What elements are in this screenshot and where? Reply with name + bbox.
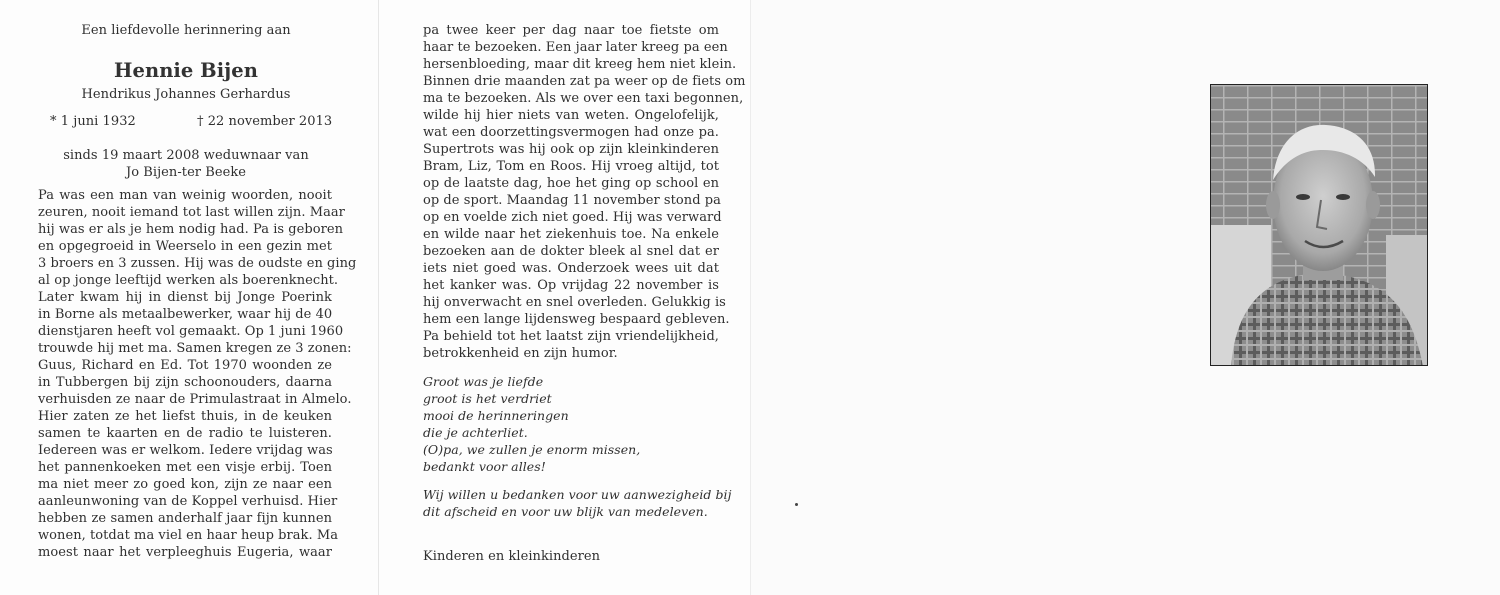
- body-line: betrokkenheid en zijn humor.: [423, 346, 618, 361]
- body-line: moest naar het verpleeghuis Eugeria, waar: [38, 545, 332, 560]
- body-line: en opgegroeid in Weerselo in een gezin met: [38, 239, 332, 254]
- body-line: op de sport. Maandag 11 november stond pa: [423, 193, 721, 208]
- body-line: en wilde naar het ziekenhuis toe. Na enkele: [423, 227, 719, 242]
- body-line: wonen, totdat ma viel en haar heup brak. Ma: [38, 528, 339, 543]
- body-line: haar te bezoeken. Een jaar later kreeg pa een: [423, 40, 728, 55]
- body-line: het kanker was. Op vrijdag 22 november is: [423, 278, 719, 293]
- left-ear: [1266, 191, 1280, 219]
- portrait-photo: [1210, 84, 1428, 366]
- full-given-names: Hendrikus Johannes Gerhardus: [81, 87, 291, 102]
- body-line: hebben ze samen anderhalf jaar fijn kunnen: [38, 511, 332, 526]
- body-line: Binnen drie maanden zat pa weer op de fiets om: [423, 74, 746, 89]
- body-line: samen te kaarten en de radio te luisteren.: [38, 426, 332, 441]
- poem-line: mooi de herinneringen: [423, 408, 569, 423]
- body-line: Pa was een man van weinig woorden, nooit: [38, 188, 332, 203]
- death-date: † 22 november 2013: [197, 114, 333, 129]
- body-line: iets niet goed was. Onderzoek wees uit dat: [423, 261, 719, 276]
- body-line: trouwde hij met ma. Samen kregen ze 3 zonen:: [38, 341, 352, 356]
- body-line: aanleunwoning van de Koppel verhuisd. Hier: [38, 494, 338, 509]
- middle-panel: [378, 0, 750, 595]
- body-line: pa twee keer per dag naar toe fietste om: [423, 23, 719, 38]
- intro-text: Een liefdevolle herinnering aan: [81, 23, 291, 38]
- body-line: al op jonge leeftijd werken als boerenknecht.: [38, 273, 339, 288]
- body-line: hersenbloeding, maar dit kreeg hem niet klein.: [423, 57, 737, 72]
- left-panel: [0, 0, 378, 595]
- body-line: hij onverwacht en snel overleden. Gelukkig is: [423, 295, 726, 310]
- body-line: verhuisden ze naar de Primulastraat in Almelo.: [38, 392, 352, 407]
- poem-line: Groot was je liefde: [423, 374, 544, 389]
- body-line: in Borne als metaalbewerker, waar hij de 40: [38, 307, 333, 322]
- poem-line: groot is het verdriet: [423, 391, 552, 406]
- body-line: dienstjaren heeft vol gemaakt. Op 1 juni 1960: [38, 324, 344, 339]
- paper-speck: [795, 503, 798, 506]
- body-line: Guus, Richard en Ed. Tot 1970 woonden ze: [38, 358, 332, 373]
- thanks-line: Wij willen u bedanken voor uw aanwezigheid bij: [423, 487, 732, 502]
- deceased-name: Hennie Bijen: [114, 59, 258, 82]
- birth-date: * 1 juni 1932: [50, 114, 136, 129]
- poem-line: die je achterliet.: [423, 425, 528, 440]
- body-line: hem een lange lijdensweg bespaard gebleven.: [423, 312, 730, 327]
- body-line: hij was er als je hem nodig had. Pa is geboren: [38, 222, 344, 237]
- thanks-line: dit afscheid en voor uw blijk van medeleven.: [423, 504, 708, 519]
- body-line: Iedereen was er welkom. Iedere vrijdag was: [38, 443, 333, 458]
- body-line: Bram, Liz, Tom en Roos. Hij vroeg altijd, tot: [423, 159, 719, 174]
- body-line: ma te bezoeken. Als we over een taxi begonnen,: [423, 91, 744, 106]
- left-eye: [1296, 194, 1310, 200]
- body-line: Later kwam hij in dienst bij Jonge Poerink: [38, 290, 332, 305]
- body-line: in Tubbergen bij zijn schoonouders, daarna: [38, 375, 332, 390]
- signoff: Kinderen en kleinkinderen: [423, 549, 601, 564]
- widowed-line-1: sinds 19 maart 2008 weduwnaar van: [63, 148, 309, 163]
- body-line: bezoeken aan de dokter bleek al snel dat er: [423, 244, 719, 259]
- body-line: zeuren, nooit iemand tot last willen zijn. Maar: [38, 205, 345, 220]
- body-line: ma niet meer zo goed kon, zijn ze naar een: [38, 477, 332, 492]
- widowed-line-2: Jo Bijen-ter Beeke: [125, 165, 247, 180]
- body-line: wat een doorzettingsvermogen had onze pa.: [423, 125, 719, 140]
- body-line: Pa behield tot het laatst zijn vriendelijkheid,: [423, 329, 719, 344]
- body-line: het pannenkoeken met een visje erbij. Toen: [38, 460, 332, 475]
- poem-line: bedankt voor alles!: [423, 459, 546, 474]
- body-line: op de laatste dag, hoe het ging op school en: [423, 176, 719, 191]
- body-line: Hier zaten ze het liefst thuis, in de keuken: [38, 409, 332, 424]
- body-line: wilde hij hier niets van weten. Ongelofelijk,: [423, 108, 719, 123]
- poem-line: (O)pa, we zullen je enorm missen,: [423, 442, 641, 457]
- body-line: Supertrots was hij ook op zijn kleinkinderen: [423, 142, 719, 157]
- right-eye: [1336, 194, 1350, 200]
- body-line: op en voelde zich niet goed. Hij was verward: [423, 210, 722, 225]
- right-ear: [1366, 191, 1380, 219]
- body-line: 3 broers en 3 zussen. Hij was de oudste en ging: [38, 256, 357, 271]
